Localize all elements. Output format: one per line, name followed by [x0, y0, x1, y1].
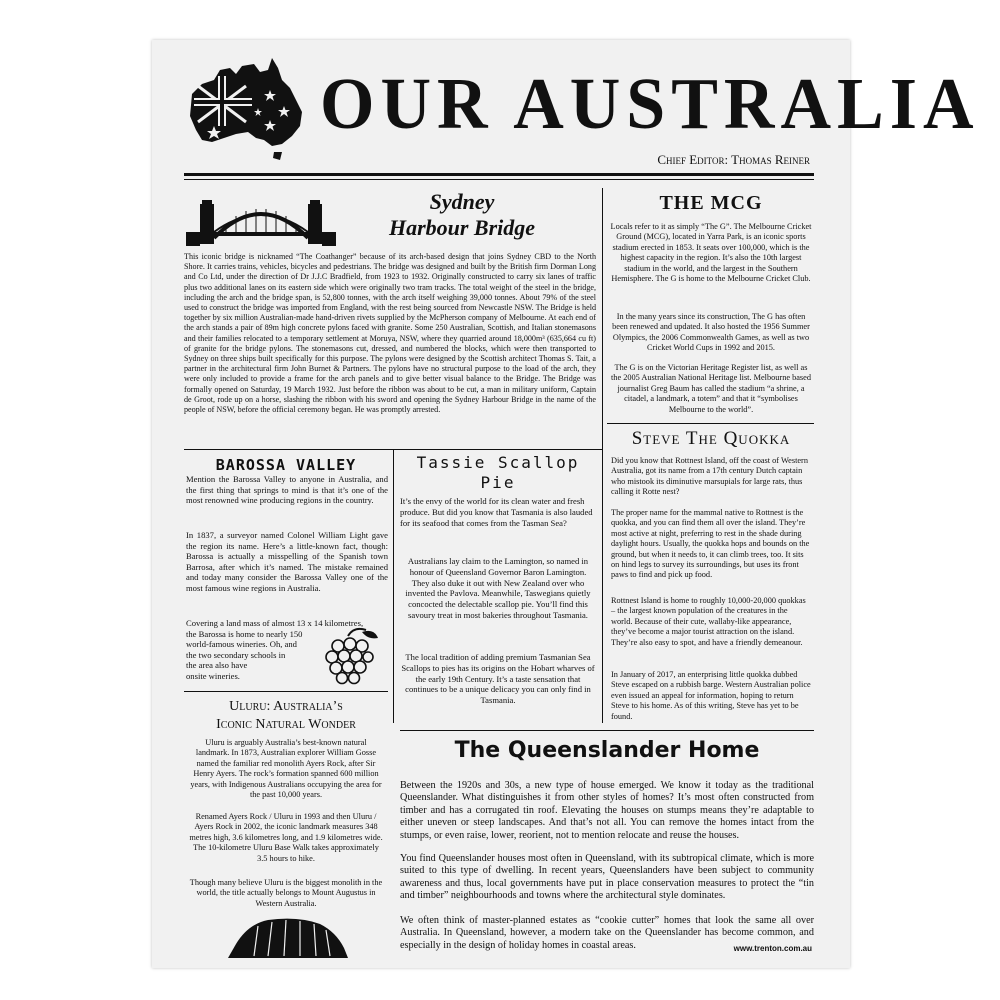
queenslander-paragraph-3: We often think of master-planned estates as “cookie cutter” homes that look the same all over Australia. In Queensland, however, a modern take on the Queenslander has become common, and especially in the design of holiday homes in coastal areas.: [400, 915, 814, 951]
uluru-rock-icon: [228, 914, 348, 958]
column-divider-middle: [393, 450, 394, 723]
tassie-paragraph-2: Australians lay claim to the Lamington, so named in honour of Queensland Governor Baron Lamington. They also duke it out with New Zealand over who invented the Pavlova. Meanwhile, Taswegians quietly concocted the delectable scallop pie. You’ll find this savoury treat in most bakeries throughout Tasmania.: [405, 556, 591, 620]
quokka-paragraph-4: In January of 2017, an enterprising little quokka dubbed Steve escaped on a rubbish barge. Western Australian police even issued an appeal for information, hoping to return Steve to his home. As of this writing, Steve has yet to be found.: [611, 670, 811, 721]
column-divider-right: [602, 188, 603, 723]
chief-editor: Chief Editor: Thomas Reiner: [657, 152, 810, 167]
footer-url: www.trenton.com.au: [733, 944, 812, 953]
uluru-paragraph-2: Renamed Ayers Rock / Uluru in 1993 and then Uluru / Ayers Rock in 2002, the iconic landmark measures 348 metres high, 3.6 kilometres long, and 1.9 kilometres wide. The 10-kilometre Uluru Base Walk takes approximately 3.5 hours to hike.: [189, 812, 383, 863]
mcg-title: THE MCG: [659, 192, 763, 214]
mcg-paragraph-3: The G is on the Victorian Heritage Register list, as well as the 2005 Australian National Heritage list. Melbourne based journalist Greg Baum has called the stadium “a shrine, a citadel, a landmark, a totem” and that it “symbolises Melbourne to the world”.: [611, 363, 811, 414]
section-divider-quokka: [607, 423, 814, 424]
masthead-rule-thick: [184, 173, 814, 176]
sydney-body: This iconic bridge is nicknamed “The Coathanger” because of its arch-based design that joins Sydney CBD to the North Shore. It carries trains, vehicles, bicycles and pedestrians. The bridge was designed and built by the British firm Dorman Long and Co Ltd, under the direction of Dr J.J.C Bradfield, from 1923 to 1932. Originally constructed to carry six lanes of traffic plus two additional lanes on its eastern side which were originally two tram tracks. The total weight of the steel in the bridge, including the arch and the bridge span, is 52,800 tonnes, with the arch itself weighing 39,000 tonnes. About 79% of the steel used to construct the bridge was imported from England, with the rest being sourced from Newcastle NSW. The Bridge is held together by six million Australian-made hand-driven rivets supplied by the McPherson company of Melbourne. At each end of the arch stands a pair of 89m high concrete pylons faced with granite. Some 250 Australian, Scottish, and Italian stonemasons and their families relocated to a temporary settlement at Moruya, NSW, where they quarried around 18,000m³ (635,664 cu ft) of granite for the bridge pylons. The stonemasons cut, dressed, and numbered the blocks, which were then transported to Sydney on three ships built specifically for this purpose. The pylons were designed by the Scottish architect Thomas S. Tait, a partner in the architectural firm John Burnet & Partners. The pylons have no structural purpose to the load of the arch, they were only included to provide a frame for the arch panels and to give better visual balance to the Bridge. The Bridge was formally opened on Saturday, 19 March 1932. Just before the ribbon was about to be cut, a man in military uniform, Captain de Groot, rode up on a horse, slashing the ribbon with his sword and opening the Sydney Harbour Bridge in the name of the people of NSW, before the official ceremony began. He was promptly arrested.: [184, 252, 596, 415]
masthead-rule-thin: [184, 179, 814, 180]
queenslander-paragraph-1: Between the 1920s and 30s, a new type of house emerged. We know it today as the traditional Queenslander. What distinguishes it from other styles of homes? It’s most often constructed from timber and has a corrugated tin roof. Elevating the houses on stumps means they’re adaptable to either uneven or steep landscapes. And that’s not all. You can remove the homes intact from the stumps, or even raise, lower, reorient, not to mention relocate and reuse the houses.: [400, 780, 814, 841]
barossa-paragraph-2: In 1837, a surveyor named Colonel William Light gave the region its name. Here’s a little-known fact, though: Barossa is actually a misspelling of the Spanish town Barrosa, after which it’s named. The mistake remained and today many consider the Barossa Valley one of the most famous wine regions in Australia.: [186, 530, 388, 593]
barossa-paragraph-3: Covering a land mass of almost 13 x 14 kilometres, the Barossa is home to nearly 150 world-famous wineries. Oh, and the two secondary schools in the area also have onsite wineries.: [186, 618, 364, 681]
uluru-paragraph-3: Though many believe Uluru is the biggest monolith in the world, the title actually belongs to Mount Augustus in Western Australia.: [189, 878, 383, 908]
masthead-title: OUR AUSTRALIA: [320, 64, 980, 145]
tassie-title-line2: Pie: [480, 473, 516, 492]
newspaper-page: [152, 40, 980, 968]
barossa-paragraph-1: Mention the Barossa Valley to anyone in Australia, and the first thing that springs to mind is that it’s one of the most renowned wine producing regions in the country.: [186, 474, 388, 506]
quokka-paragraph-1: Did you know that Rottnest Island, off the coast of Western Australia, got its name from a 17th century Dutch captain who mistook its diminutive marsupials for large rats, thus calling it Rotte nest?: [611, 456, 808, 497]
section-divider-bottom: [400, 730, 814, 731]
australia-flag-map-icon: [184, 54, 309, 162]
mcg-paragraph-2: In the many years since its construction, The G has often been renewed and updated. It also hosted the 1956 Summer Olympics, the 2006 Commonwealth Games, as well as two Cricket World Cups in 1992 and 2015.: [612, 312, 810, 353]
section-divider-top: [184, 449, 602, 450]
sydney-title-line2: Harbour Bridge: [388, 215, 536, 240]
queenslander-title: The Queenslander Home: [454, 738, 760, 763]
queenslander-paragraph-2: You find Queenslander houses most often in Queensland, with its subtropical climate, which is more suited to this type of dwelling. In recent years, Queenslanders have been subject to community awareness and thus, local governments have put in place conservation measures to protect the “tin and timber” neighbourhoods and towns where the architectural style dominates.: [400, 853, 814, 902]
sydney-title-line1: Sydney: [429, 189, 495, 214]
uluru-paragraph-1: Uluru is arguably Australia’s best-known natural landmark. In 1873, Australian explorer William Gosse named the familiar red monolith Ayers Rock, after Sir Henry Ayers. The rock’s formation spanned 600 million years, with Indigenous Australians occupying the area for the past 10,000 years.: [190, 738, 382, 800]
quokka-title: Steve The Quokka: [631, 428, 791, 449]
section-divider-left: [184, 691, 388, 692]
tassie-paragraph-3: The local tradition of adding premium Tasmanian Sea Scallops to pies has its origins on the Hobart wharves of the early 19th Century. It’s a taste sensation that continues to be a unique delicacy you can only find in Tasmania.: [401, 652, 595, 706]
quokka-paragraph-2: The proper name for the mammal native to Rottnest is the quokka, and you can find them all over the island. They’re most active at night, preferring to rest in the shade during daylight hours. Usually, the quokka hops and bounds on the ground, but when it needs to, it can climb trees, too. It sits on hind legs to survey its surroundings, but uses its front paws to find and pick up food.: [611, 508, 810, 580]
barossa-title: BAROSSA VALLEY: [215, 456, 357, 474]
mcg-paragraph-1: Locals refer to it as simply “The G”. The Melbourne Cricket Ground (MCG), located in Yarra Park, is an iconic sports stadium erected in 1853. It seats over 100,000, which is the highest capacity in the region. It’s also the 10th largest stadium in the world, and the largest in the Southern Hemisphere. The G is home to the Melbourne Cricket Club.: [610, 222, 812, 284]
uluru-title-line1: Uluru: Australia’s: [229, 699, 343, 714]
grapes-icon: [318, 626, 382, 688]
harbour-bridge-icon: [186, 192, 336, 250]
tassie-title-line1: Tassie Scallop: [416, 453, 580, 472]
uluru-title-line2: Iconic Natural Wonder: [216, 717, 356, 732]
quokka-paragraph-3: Rottnest Island is home to roughly 10,000-20,000 quokkas – the largest known population of the creatures in the world. Because of their cute, wallaby-like appearance, they’ve become a major tourist attraction on the island. They’re also easy to spot, and have a friendly demeanour.: [611, 596, 806, 647]
tassie-paragraph-1: It’s the envy of the world for its clean water and fresh produce. But did you know that Tasmania is also lauded for its seafood that comes from the Tasman Sea?: [400, 496, 593, 528]
